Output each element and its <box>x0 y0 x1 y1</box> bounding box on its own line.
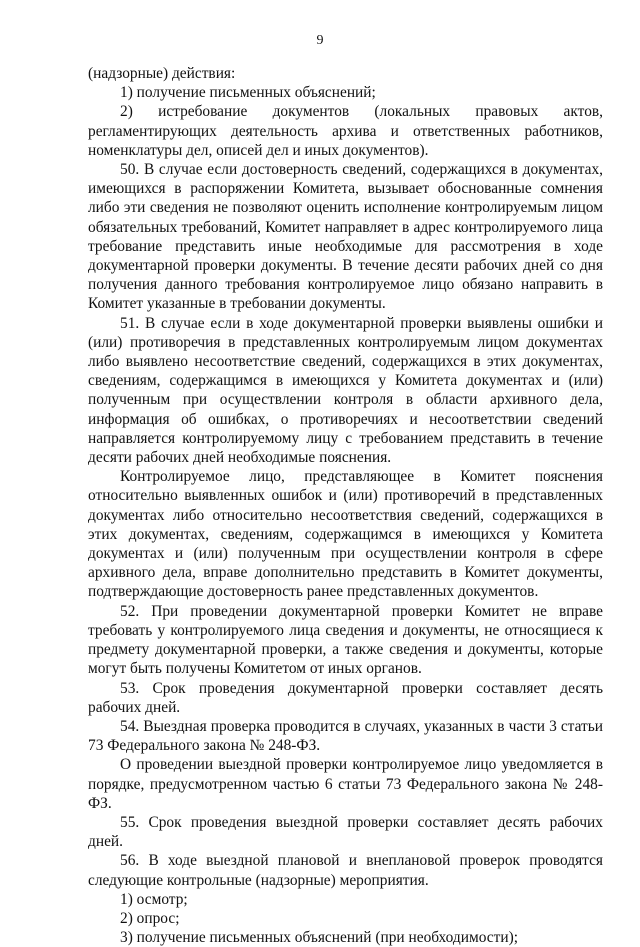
paragraph: 2) истребование документов (локальных правовых актов, регламентирующих деятельность архива и ответственных работников, номенклатуры дел, описей дел и иных документов). <box>88 103 603 159</box>
paragraph: Контролируемое лицо, представляющее в Комитет пояснения относительно выявленных ошибок и (или) противоречий в представленных документах либо относительно несоответствия сведений, содержащихся в этих документах, сведениям, содержащимся в имеющихся у Комитета документах и (или) полученным при осуществлении контроля в сфере архивного дела, вправе дополнительно представить в Комитет документы, подтверждающие достоверность ранее представленных документов. <box>88 468 603 601</box>
paragraph: 50. В случае если достоверность сведений, содержащихся в документах, имеющихся в распоряжении Комитета, вызывает обоснованные сомнения либо эти сведения не позволяют оценить исполнение контролируемым лицом обязательных требований, Комитет направляет в адрес контролируемого лица требование представить иные необходимые для рассмотрения в ходе документарной проверки документы. В течение десяти рабочих дней со дня получения данного требования контролируемое лицо обязано направить в Комитет указанные в требовании документы. <box>88 161 603 313</box>
paragraph: 3) получение письменных объяснений (при необходимости); <box>120 929 518 947</box>
document-body <box>88 64 603 947</box>
paragraph: О проведении выездной проверки контролируемое лицо уведомляется в порядке, предусмотренном частью 6 статьи 73 Федерального закона № 248-ФЗ. <box>88 756 603 812</box>
paragraph: 1) осмотр; <box>120 890 188 908</box>
paragraph: 53. Срок проведения документарной проверки составляет десять рабочих дней. <box>88 679 603 716</box>
paragraph: 56. В ходе выездной плановой и внеплановой проверок проводятся следующие контрольные (надзорные) мероприятия. <box>88 852 603 889</box>
paragraph: 2) опрос; <box>120 909 180 927</box>
paragraph: 1) получение письменных объяснений; <box>120 84 376 102</box>
page-number: 9 <box>316 33 324 48</box>
paragraph: 51. В случае если в ходе документарной проверки выявлены ошибки и (или) противоречия в представленных контролируемым лицом документах либо выявлено несоответствие сведений, содержащихся в этих документах, сведениям, содержащимся в имеющихся у Комитета документах и (или) полученным при осуществлении контроля в области архивного дела, информация об ошибках, о противоречиях и несоответствии сведений направляется контролируемому лицу с требованием представить в течение десяти рабочих дней необходимые пояснения. <box>88 314 603 467</box>
paragraph: 55. Срок проведения выездной проверки составляет десять рабочих дней. <box>88 813 603 851</box>
paragraph: 54. Выездная проверка проводится в случаях, указанных в части 3 статьи 73 Федерального закона № 248-ФЗ. <box>88 717 603 755</box>
paragraph: (надзорные) действия: <box>88 65 236 82</box>
paragraph: 52. При проведении документарной проверки Комитет не вправе требовать у контролируемого лица сведения и документы, не относящиеся к предмету документарной проверки, а также сведения и документы, которые могут быть получены Комитетом от иных органов. <box>88 602 603 678</box>
